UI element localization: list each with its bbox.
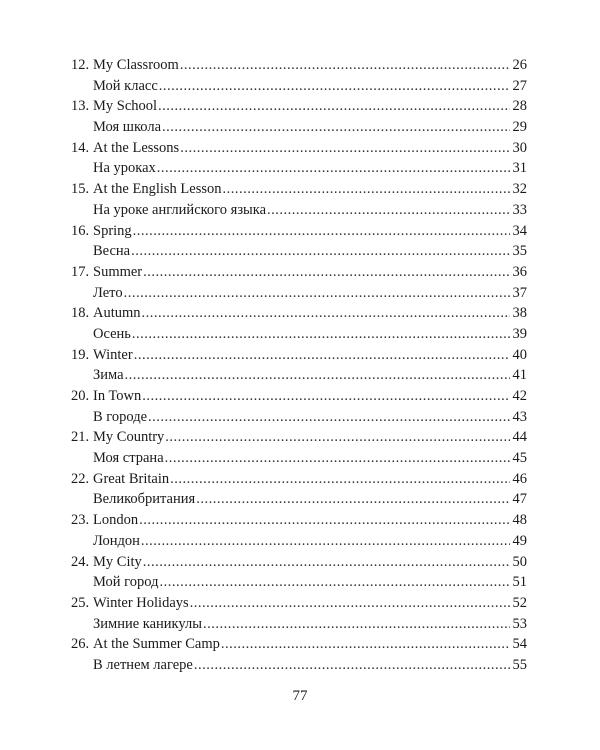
- toc-entry-page: 36: [512, 263, 527, 280]
- toc-entry: [71, 552, 527, 573]
- toc-entry: [71, 117, 527, 138]
- toc-entry-page: 49: [512, 532, 527, 549]
- toc-dot-leader: [124, 283, 510, 304]
- toc-dot-leader: [190, 593, 510, 614]
- toc-dot-leader: [159, 572, 510, 593]
- toc-entry: [71, 55, 527, 76]
- toc-dot-leader: [221, 634, 510, 655]
- toc-entry-page: 42: [512, 388, 527, 404]
- toc-dot-leader: [158, 96, 510, 117]
- toc-dot-leader: [142, 386, 510, 407]
- toc-dot-leader: [131, 241, 510, 262]
- toc-entry-page: 51: [512, 574, 527, 591]
- toc-entry-title: Великобритания: [93, 491, 196, 508]
- toc-entry-number: 19.: [71, 346, 90, 363]
- toc-dot-leader: [141, 531, 510, 552]
- toc-entry-page: 30: [512, 139, 527, 156]
- toc-entry-page: 34: [512, 222, 527, 239]
- toc-entry-title: Весна: [93, 243, 131, 260]
- toc-entry-title: Winter Holidays: [93, 594, 189, 611]
- page-number: 77: [292, 688, 308, 704]
- toc-entry-page: 29: [512, 119, 527, 136]
- toc-entry-page: 44: [512, 429, 527, 446]
- toc-entry: [71, 241, 527, 262]
- toc-entry-page: 37: [512, 284, 527, 301]
- toc-entry: [71, 614, 527, 635]
- toc-dot-leader: [222, 179, 510, 200]
- toc-entry-page: 47: [512, 491, 527, 508]
- toc-entry-title: Лондон: [93, 532, 140, 549]
- toc-entry: [71, 510, 527, 531]
- toc-entry-number: 12.: [71, 57, 90, 73]
- toc-entry: [71, 324, 527, 345]
- toc-entry-page: 33: [512, 201, 527, 218]
- toc-entry: [71, 407, 527, 428]
- toc-entry-number: 17.: [71, 263, 90, 280]
- toc-dot-leader: [143, 552, 510, 573]
- toc-entry: [71, 655, 527, 676]
- toc-entry: [71, 283, 527, 304]
- toc-entry-title: В городе: [93, 408, 148, 425]
- toc-entry-title: In Town: [93, 388, 142, 404]
- toc-entry-title: Summer: [93, 263, 143, 280]
- toc-entry-page: 27: [512, 77, 527, 94]
- toc-dot-leader: [143, 262, 510, 283]
- toc-dot-leader: [267, 200, 510, 221]
- toc-entry-number: 21.: [71, 429, 90, 446]
- toc-entry: [71, 469, 527, 490]
- toc-entry-page: 39: [512, 325, 527, 342]
- toc-dot-leader: [132, 324, 510, 345]
- toc-entry-number: 13.: [71, 98, 90, 115]
- table-of-contents: [71, 55, 527, 676]
- toc-dot-leader: [194, 655, 510, 676]
- toc-dot-leader: [159, 76, 510, 97]
- toc-entry-title: В летнем лагере: [93, 656, 193, 673]
- toc-entry-page: 38: [512, 305, 527, 322]
- toc-entry: [71, 303, 527, 324]
- toc-entry: [71, 427, 527, 448]
- toc-entry-page: 53: [512, 615, 527, 632]
- toc-dot-leader: [180, 55, 510, 76]
- toc-entry-page: 41: [512, 367, 527, 384]
- toc-dot-leader: [196, 489, 510, 510]
- toc-entry-number: 25.: [71, 594, 90, 611]
- toc-entry-title: Моя страна: [93, 450, 164, 467]
- toc-entry-page: 26: [512, 57, 527, 73]
- toc-entry: [71, 593, 527, 614]
- toc-entry-title: My School: [93, 98, 158, 115]
- toc-dot-leader: [148, 407, 510, 428]
- toc-entry-title: Зимние каникулы: [93, 615, 202, 632]
- toc-entry-title: At the Summer Camp: [93, 636, 220, 653]
- toc-entry-page: 45: [512, 450, 527, 467]
- toc-entry-title: Мой город: [93, 574, 159, 591]
- toc-dot-leader: [180, 138, 510, 159]
- toc-entry-title: Autumn: [93, 305, 141, 322]
- toc-entry-page: 50: [512, 553, 527, 570]
- toc-entry-title: Spring: [93, 222, 132, 239]
- toc-entry-title: Зима: [93, 367, 124, 384]
- toc-entry-page: 31: [512, 160, 527, 177]
- toc-entry-number: 20.: [71, 388, 90, 404]
- toc-dot-leader: [165, 427, 510, 448]
- toc-dot-leader: [170, 469, 510, 490]
- toc-entry-page: 43: [512, 408, 527, 425]
- toc-entry-page: 28: [512, 98, 527, 115]
- toc-entry: [71, 200, 527, 221]
- toc-dot-leader: [125, 365, 510, 386]
- toc-entry-number: 22.: [71, 470, 90, 487]
- toc-entry-number: 23.: [71, 512, 90, 529]
- toc-entry: [71, 531, 527, 552]
- toc-entry-title: На уроке английского языка: [93, 201, 267, 218]
- toc-entry-number: 26.: [71, 636, 90, 653]
- toc-entry: [71, 179, 527, 200]
- toc-entry-page: 32: [512, 181, 527, 198]
- toc-entry-title: Winter: [93, 346, 133, 363]
- toc-entry-page: 48: [512, 512, 527, 529]
- toc-dot-leader: [165, 448, 510, 469]
- toc-entry-title: At the Lessons: [93, 139, 180, 156]
- toc-entry-title: London: [93, 512, 139, 529]
- toc-entry-number: 18.: [71, 305, 90, 322]
- toc-entry: [71, 76, 527, 97]
- toc-entry: [71, 365, 527, 386]
- toc-entry: [71, 138, 527, 159]
- toc-dot-leader: [203, 614, 510, 635]
- toc-entry-number: 15.: [71, 181, 90, 198]
- toc-entry-title: Осень: [93, 325, 131, 342]
- toc-entry-title: My City: [93, 553, 142, 570]
- toc-entry-page: 52: [512, 594, 527, 611]
- toc-entry-page: 35: [512, 243, 527, 260]
- toc-entry-title: My Country: [93, 429, 165, 446]
- toc-entry: [71, 96, 527, 117]
- toc-dot-leader: [157, 158, 510, 179]
- toc-entry: [71, 221, 527, 242]
- toc-dot-leader: [134, 345, 510, 366]
- toc-entry: [71, 634, 527, 655]
- toc-entry: [71, 572, 527, 593]
- toc-entry: [71, 489, 527, 510]
- toc-entry-title: Great Britain: [93, 470, 170, 487]
- toc-entry: [71, 448, 527, 469]
- toc-dot-leader: [139, 510, 510, 531]
- toc-entry-title: На уроках: [93, 160, 156, 177]
- toc-entry-number: 14.: [71, 139, 90, 156]
- toc-entry-page: 40: [512, 346, 527, 363]
- toc-entry: [71, 262, 527, 283]
- toc-dot-leader: [133, 221, 510, 242]
- toc-entry-page: 46: [512, 470, 527, 487]
- toc-entry-title: At the English Lesson: [93, 181, 222, 198]
- toc-entry-title: Лето: [93, 284, 123, 301]
- toc-dot-leader: [142, 303, 510, 324]
- toc-entry-title: My Classroom: [93, 57, 179, 73]
- toc-entry-title: Моя школа: [93, 119, 162, 136]
- toc-entry: [71, 345, 527, 366]
- toc-dot-leader: [162, 117, 510, 138]
- toc-entry: [71, 158, 527, 179]
- toc-entry-page: 54: [512, 636, 527, 653]
- toc-entry-number: 24.: [71, 553, 90, 570]
- toc-entry-number: 16.: [71, 222, 90, 239]
- toc-entry: [71, 386, 527, 407]
- toc-entry-page: 55: [512, 656, 527, 673]
- toc-entry-title: Мой класс: [93, 77, 158, 94]
